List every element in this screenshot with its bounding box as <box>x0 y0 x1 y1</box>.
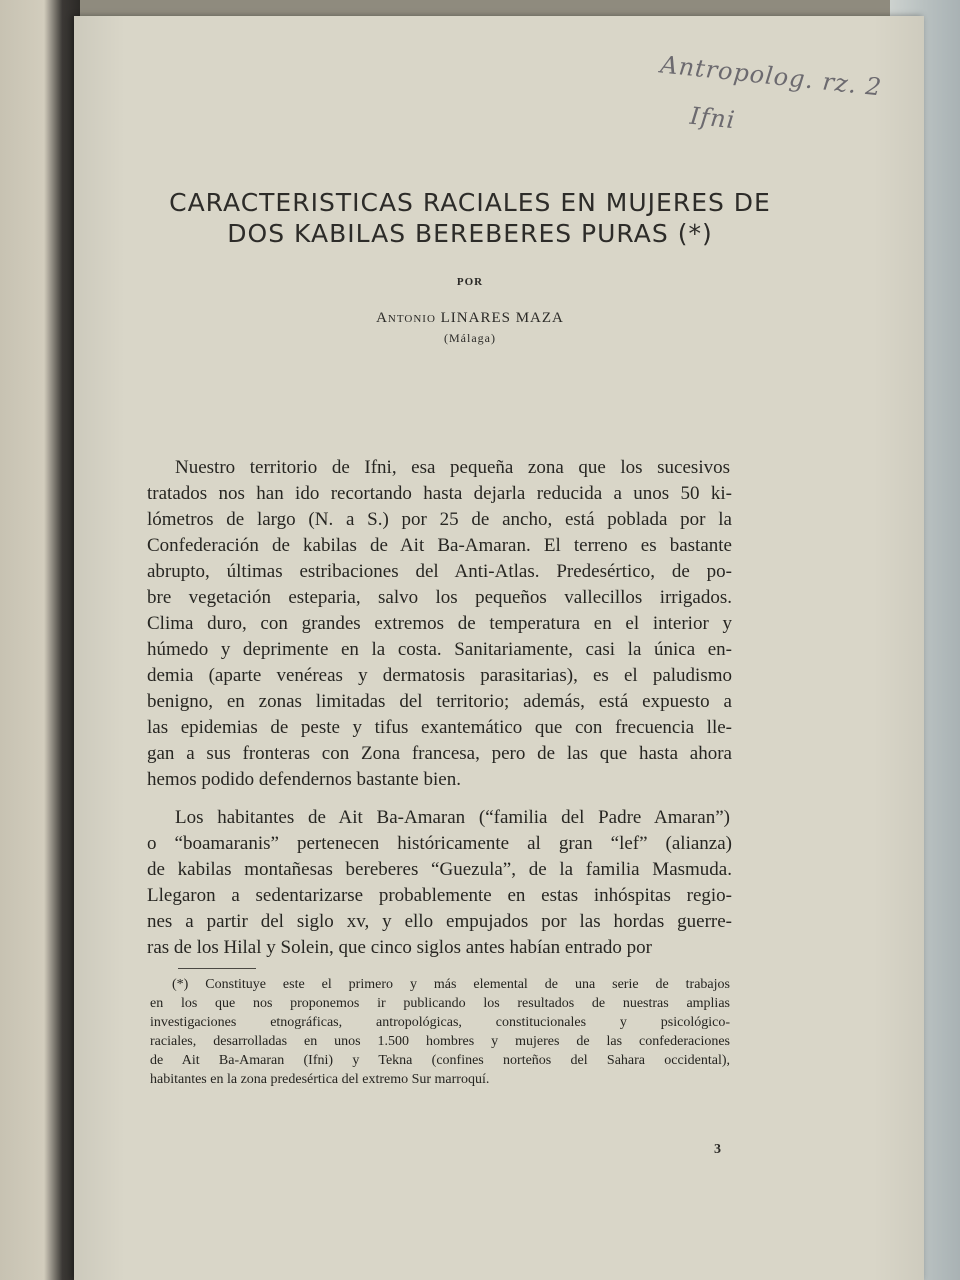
body-line: Nuestro territorio de Ifni, esa pequeña zona que los sucesivos <box>175 457 730 478</box>
body-line: lómetros de largo (N. a S.) por 25 de ancho, está poblada por la <box>147 509 732 530</box>
book-spine-background <box>0 0 80 1280</box>
byline-por: POR <box>456 276 484 288</box>
body-line: gan a sus fronteras con Zona francesa, pero de las que hasta ahora <box>147 743 732 764</box>
body-line: tratados nos han ido recortando hasta dejarla reducida a unos 50 ki- <box>147 483 732 504</box>
body-line: Confederación de kabilas de Ait Ba-Amaran. El terreno es bastante <box>147 535 732 556</box>
body-line: abrupto, últimas estribaciones del Anti-Atlas. Predesértico, de po- <box>147 561 732 582</box>
footnote-line: en los que nos proponemos ir publicando los resultados de nuestras amplias <box>150 996 730 1011</box>
page-number: 3 <box>714 1142 721 1157</box>
body-line: o “boamaranis” pertenecen históricamente al gran “lef” (alianza) <box>147 833 732 854</box>
body-line: hemos podido defendernos bastante bien. <box>147 769 461 790</box>
body-line: bre vegetación esteparia, salvo los pequeños vallecillos irrigados. <box>147 587 732 608</box>
body-line: Clima duro, con grandes extremos de temperatura en el interior y <box>147 613 732 634</box>
footnote-line: de Ait Ba-Amaran (Ifni) y Tekna (confines norteños del Sahara occidental), <box>150 1053 730 1068</box>
footnote-rule <box>178 968 256 969</box>
body-line: Llegaron a sedentarizarse probablemente en estas inhóspitas regio- <box>147 885 732 906</box>
body-line: de kabilas montañesas bereberes “Guezula”, de la familia Masmuda. <box>147 859 732 880</box>
body-line: benigno, en zonas limitadas del territorio; además, está expuesto a <box>147 691 732 712</box>
footnote-line: (*) Constituye este el primero y más elemental de una serie de trabajos <box>172 977 730 992</box>
article-title-line-1: CARACTERISTICAS RACIALES EN MUJERES DE <box>169 188 771 217</box>
article-title-line-2: DOS KABILAS BEREBERES PURAS (*) <box>227 219 713 248</box>
handwritten-note-line-1: Antropolog. rz. 2 <box>659 50 884 102</box>
footnote-line: investigaciones etnográficas, antropológicas, constitucionales y psicológico- <box>150 1015 730 1030</box>
handwritten-note-line-2: Ifni <box>688 101 737 135</box>
author-name: Antonio LINARES MAZA <box>376 310 564 326</box>
body-line: Los habitantes de Ait Ba-Amaran (“familia del Padre Amaran”) <box>175 807 730 828</box>
body-line: ras de los Hilal y Solein, que cinco siglos antes habían entrado por <box>147 937 652 958</box>
author-affiliation: (Málaga) <box>444 331 496 345</box>
body-line: nes a partir del siglo xv, y ello empujados por las hordas guerre- <box>147 911 732 932</box>
footnote-line: habitantes en la zona predesértica del extremo Sur marroquí. <box>150 1072 490 1087</box>
body-line: demia (aparte venéreas y dermatosis parasitarias), es el paludismo <box>147 665 732 686</box>
footnote-line: raciales, desarrolladas en unos 1.500 hombres y mujeres de las confederaciones <box>150 1034 730 1049</box>
body-line: las epidemias de peste y tifus exantemático que con frecuencia lle- <box>147 717 732 738</box>
body-line: húmedo y deprimente en la costa. Sanitariamente, casi la única en- <box>147 639 732 660</box>
